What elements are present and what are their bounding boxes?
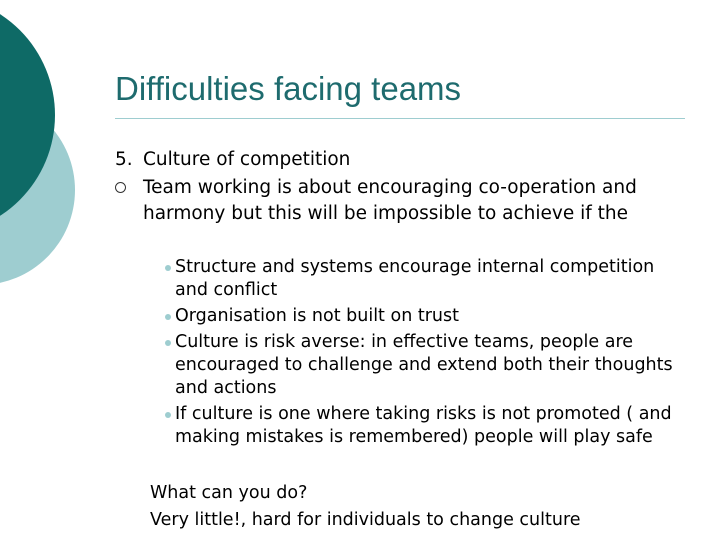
list-item — [115, 174, 705, 227]
sub-list-item — [165, 256, 705, 302]
sub-list-item — [165, 403, 705, 449]
list-item — [115, 146, 705, 174]
sub-list-item — [165, 305, 705, 328]
dot-bullet-icon — [165, 265, 171, 271]
dot-bullet-icon — [165, 340, 171, 346]
sub-list-item-text: Culture is risk averse: in effective teams, people are encouraged to challenge and extend both their thoughts and actions — [175, 332, 673, 398]
title-divider — [115, 118, 685, 119]
dot-bullet-icon — [165, 314, 171, 320]
number-marker: 5. — [115, 149, 133, 170]
dot-bullet-icon — [165, 412, 171, 418]
sub-list-item-text: Organisation is not built on trust — [175, 306, 459, 326]
slide-title: Difficulties facing teams — [115, 70, 462, 107]
ring-bullet-icon — [115, 182, 126, 193]
decorative-circles — [0, 0, 120, 300]
list-item-text: Team working is about encouraging co-operation and harmony but this will be impossible to achieve if the — [143, 177, 637, 224]
closing-text — [150, 480, 710, 534]
sub-list-item — [165, 331, 705, 400]
sub-list-item-text: If culture is one where taking risks is not promoted ( and making mistakes is remembered) people will play safe — [175, 404, 672, 447]
slide-body — [115, 146, 705, 227]
sub-list-item-text: Structure and systems encourage internal competition and conflict — [175, 257, 655, 300]
closing-answer: Very little!, hard for individuals to change culture — [150, 510, 581, 530]
closing-question: What can you do? — [150, 483, 308, 503]
sub-list — [165, 256, 705, 452]
list-item-text: Culture of competition — [143, 149, 351, 170]
